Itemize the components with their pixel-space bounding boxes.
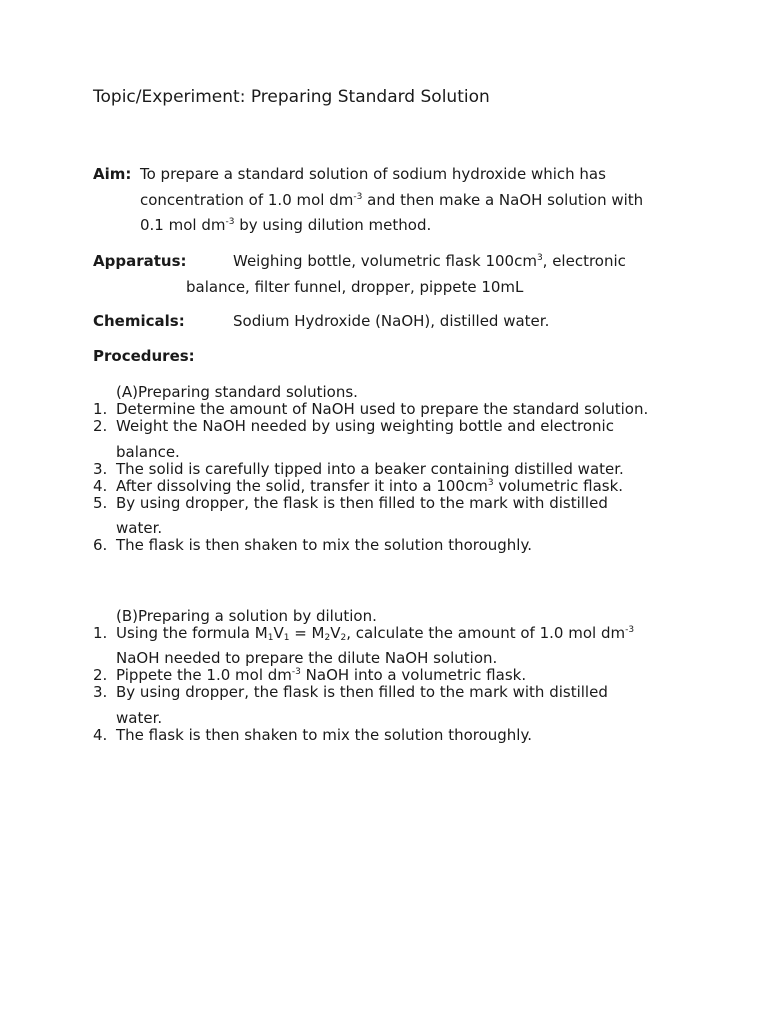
list-number: 2. [93, 666, 108, 684]
apparatus-line-1: Weighing bottle, volumetric flask $100cm^3$, electronic [233, 252, 626, 270]
aim-line-3: 0.1 mol $dm^{-3}$ by using dilution method. [140, 216, 432, 234]
chemicals-text: Sodium Hydroxide (NaOH), distilled water. [233, 312, 550, 330]
part-b-step-1-line-2: NaOH needed to prepare the dilute NaOH solution. [116, 649, 498, 667]
list-number: 3. [93, 460, 108, 478]
procedures-label: Procedures: [93, 347, 195, 365]
part-b-step-4: The flask is then shaken to mix the solution thoroughly. [116, 726, 532, 744]
part-a-step-5-line-1: By using dropper, the flask is then filled to the mark with distilled [116, 494, 608, 512]
list-number: 4. [93, 726, 108, 744]
list-number: 5. [93, 494, 108, 512]
list-number: 4. [93, 477, 108, 495]
aim-label: Aim: [93, 165, 132, 183]
part-a-step-4: After dissolving the solid, transfer it into a $100cm^3$ volumetric flask. [116, 477, 624, 495]
part-a-step-2-line-2: balance. [116, 443, 180, 461]
list-number: 6. [93, 536, 108, 554]
part-b-step-3-line-2: water. [116, 709, 163, 727]
aim-line-1: To prepare a standard solution of sodium hydroxide which has [140, 165, 606, 183]
apparatus-line-2: balance, filter funnel, dropper, pippete 10mL [186, 278, 524, 296]
part-b-step-3-line-1: By using dropper, the flask is then filled to the mark with distilled [116, 683, 608, 701]
part-a-step-6: The flask is then shaken to mix the solution thoroughly. [116, 536, 532, 554]
part-a-step-2-line-1: Weight the NaOH needed by using weighting bottle and electronic [116, 417, 614, 435]
chemicals-label: Chemicals: [93, 312, 185, 330]
part-a-step-5-line-2: water. [116, 519, 163, 537]
part-a-step-1: Determine the amount of NaOH used to prepare the standard solution. [116, 400, 649, 418]
part-a-heading: (A)Preparing standard solutions. [116, 383, 358, 401]
list-number: 2. [93, 417, 108, 435]
part-a-step-3: The solid is carefully tipped into a beaker containing distilled water. [116, 460, 624, 478]
part-b-step-1-line-1: Using the formula $M_1V_1 = M_2V_2$, calculate the amount of 1.0 mol $dm^{-3}$ [116, 624, 635, 643]
aim-line-2: concentration of 1.0 mol $dm^{-3}$ and then make a NaOH solution with [140, 191, 644, 209]
list-number: 3. [93, 683, 108, 701]
apparatus-label: Apparatus: [93, 252, 187, 270]
part-b-heading: (B)Preparing a solution by dilution. [116, 607, 377, 625]
list-number: 1. [93, 400, 108, 418]
page-title: Topic/Experiment: Preparing Standard Solution [93, 87, 490, 107]
list-number: 1. [93, 624, 108, 642]
part-b-step-2: Pippete the 1.0 mol $dm^{-3}$ NaOH into a volumetric flask. [116, 666, 527, 684]
